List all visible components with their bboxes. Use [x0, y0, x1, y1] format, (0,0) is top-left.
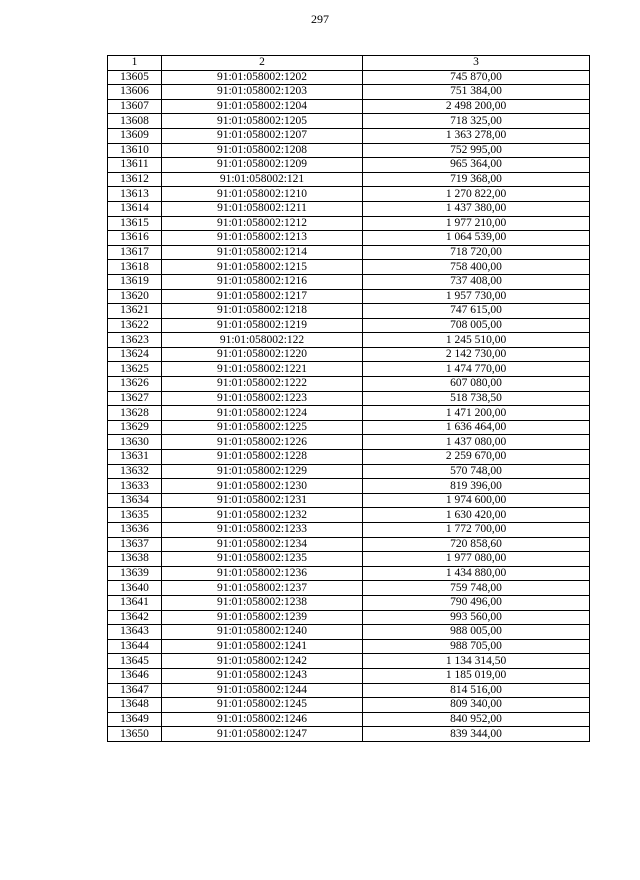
- cadastral-number-cell: 91:01:058002:1245: [162, 698, 363, 713]
- table-row: [108, 625, 590, 640]
- table-row: [108, 435, 590, 450]
- row-number-cell: 13622: [108, 318, 162, 333]
- table-row: [108, 610, 590, 625]
- table-row: [108, 245, 590, 260]
- cadastral-number-cell: 91:01:058002:1218: [162, 304, 363, 319]
- cadastral-number-cell: 91:01:058002:1233: [162, 523, 363, 538]
- table-row: [108, 683, 590, 698]
- table-row: [108, 333, 590, 348]
- table-row: [108, 712, 590, 727]
- cadastral-number-cell: 91:01:058002:1223: [162, 391, 363, 406]
- value-cell: 1 957 730,00: [363, 289, 590, 304]
- table-row: [108, 304, 590, 319]
- cadastral-number-cell: 91:01:058002:1222: [162, 377, 363, 392]
- table-body: [108, 70, 590, 741]
- value-cell: 988 705,00: [363, 639, 590, 654]
- table-row: [108, 420, 590, 435]
- cadastral-number-cell: 91:01:058002:1217: [162, 289, 363, 304]
- value-cell: 1 270 822,00: [363, 187, 590, 202]
- value-cell: 1 363 278,00: [363, 128, 590, 143]
- value-cell: 1 434 880,00: [363, 566, 590, 581]
- value-cell: 1 437 080,00: [363, 435, 590, 450]
- row-number-cell: 13636: [108, 523, 162, 538]
- table-row: [108, 698, 590, 713]
- table-row: [108, 85, 590, 100]
- table-row: [108, 493, 590, 508]
- row-number-cell: 13626: [108, 377, 162, 392]
- value-cell: 1 772 700,00: [363, 523, 590, 538]
- value-cell: 965 364,00: [363, 158, 590, 173]
- value-cell: 708 005,00: [363, 318, 590, 333]
- table-row: [108, 537, 590, 552]
- value-cell: 1 245 510,00: [363, 333, 590, 348]
- value-cell: 737 408,00: [363, 274, 590, 289]
- table-row: [108, 172, 590, 187]
- cadastral-number-cell: 91:01:058002:1212: [162, 216, 363, 231]
- row-number-cell: 13617: [108, 245, 162, 260]
- row-number-cell: 13606: [108, 85, 162, 100]
- row-number-cell: 13640: [108, 581, 162, 596]
- row-number-cell: 13646: [108, 668, 162, 683]
- cadastral-number-cell: 91:01:058002:1210: [162, 187, 363, 202]
- row-number-cell: 13607: [108, 99, 162, 114]
- row-number-cell: 13616: [108, 231, 162, 246]
- table-row: [108, 508, 590, 523]
- table-row: [108, 362, 590, 377]
- value-cell: 819 396,00: [363, 479, 590, 494]
- table-header-row: [108, 56, 590, 71]
- cadastral-number-cell: 91:01:058002:1235: [162, 552, 363, 567]
- cadastral-number-cell: 91:01:058002:1219: [162, 318, 363, 333]
- cadastral-number-cell: 91:01:058002:1228: [162, 450, 363, 465]
- table-row: [108, 158, 590, 173]
- cadastral-number-cell: 91:01:058002:1204: [162, 99, 363, 114]
- cadastral-number-cell: 91:01:058002:122: [162, 333, 363, 348]
- column-header-2: 2: [162, 56, 363, 71]
- value-cell: 840 952,00: [363, 712, 590, 727]
- cadastral-number-cell: 91:01:058002:1230: [162, 479, 363, 494]
- row-number-cell: 13615: [108, 216, 162, 231]
- row-number-cell: 13628: [108, 406, 162, 421]
- cadastral-number-cell: 91:01:058002:1205: [162, 114, 363, 129]
- table-row: [108, 566, 590, 581]
- value-cell: 1 636 464,00: [363, 420, 590, 435]
- row-number-cell: 13638: [108, 552, 162, 567]
- value-cell: 814 516,00: [363, 683, 590, 698]
- table-row: [108, 274, 590, 289]
- registry-table: [107, 55, 590, 742]
- cadastral-number-cell: 91:01:058002:1237: [162, 581, 363, 596]
- table-row: [108, 128, 590, 143]
- cadastral-number-cell: 91:01:058002:1232: [162, 508, 363, 523]
- row-number-cell: 13631: [108, 450, 162, 465]
- value-cell: 1 471 200,00: [363, 406, 590, 421]
- table-row: [108, 464, 590, 479]
- table-row: [108, 260, 590, 275]
- cadastral-number-cell: 91:01:058002:1241: [162, 639, 363, 654]
- cadastral-number-cell: 91:01:058002:1240: [162, 625, 363, 640]
- table-row: [108, 201, 590, 216]
- cadastral-number-cell: 91:01:058002:1247: [162, 727, 363, 742]
- cadastral-number-cell: 91:01:058002:1224: [162, 406, 363, 421]
- column-header-1: 1: [108, 56, 162, 71]
- row-number-cell: 13609: [108, 128, 162, 143]
- table-row: [108, 99, 590, 114]
- row-number-cell: 13611: [108, 158, 162, 173]
- row-number-cell: 13614: [108, 201, 162, 216]
- row-number-cell: 13642: [108, 610, 162, 625]
- value-cell: 1 437 380,00: [363, 201, 590, 216]
- row-number-cell: 13623: [108, 333, 162, 348]
- cadastral-number-cell: 91:01:058002:1203: [162, 85, 363, 100]
- value-cell: 718 325,00: [363, 114, 590, 129]
- cadastral-number-cell: 91:01:058002:1234: [162, 537, 363, 552]
- row-number-cell: 13608: [108, 114, 162, 129]
- value-cell: 518 738,50: [363, 391, 590, 406]
- value-cell: 570 748,00: [363, 464, 590, 479]
- table-row: [108, 668, 590, 683]
- value-cell: 809 340,00: [363, 698, 590, 713]
- row-number-cell: 13629: [108, 420, 162, 435]
- table-row: [108, 581, 590, 596]
- value-cell: 747 615,00: [363, 304, 590, 319]
- value-cell: 1 185 019,00: [363, 668, 590, 683]
- value-cell: 1 974 600,00: [363, 493, 590, 508]
- cadastral-number-cell: 91:01:058002:1242: [162, 654, 363, 669]
- row-number-cell: 13627: [108, 391, 162, 406]
- table-row: [108, 523, 590, 538]
- row-number-cell: 13624: [108, 347, 162, 362]
- table-row: [108, 391, 590, 406]
- cadastral-number-cell: 91:01:058002:1202: [162, 70, 363, 85]
- cadastral-number-cell: 91:01:058002:1213: [162, 231, 363, 246]
- value-cell: 839 344,00: [363, 727, 590, 742]
- table-row: [108, 377, 590, 392]
- row-number-cell: 13647: [108, 683, 162, 698]
- table-row: [108, 114, 590, 129]
- cadastral-number-cell: 91:01:058002:1220: [162, 347, 363, 362]
- row-number-cell: 13620: [108, 289, 162, 304]
- row-number-cell: 13644: [108, 639, 162, 654]
- cadastral-number-cell: 91:01:058002:1221: [162, 362, 363, 377]
- cadastral-number-cell: 91:01:058002:1246: [162, 712, 363, 727]
- table-row: [108, 450, 590, 465]
- cadastral-number-cell: 91:01:058002:1243: [162, 668, 363, 683]
- row-number-cell: 13633: [108, 479, 162, 494]
- value-cell: 2 259 670,00: [363, 450, 590, 465]
- cadastral-number-cell: 91:01:058002:1216: [162, 274, 363, 289]
- value-cell: 720 858,60: [363, 537, 590, 552]
- cadastral-number-cell: 91:01:058002:1208: [162, 143, 363, 158]
- row-number-cell: 13610: [108, 143, 162, 158]
- value-cell: 993 560,00: [363, 610, 590, 625]
- cadastral-number-cell: 91:01:058002:1231: [162, 493, 363, 508]
- table-row: [108, 654, 590, 669]
- table-row: [108, 639, 590, 654]
- value-cell: 1 474 770,00: [363, 362, 590, 377]
- table-row: [108, 479, 590, 494]
- table-row: [108, 143, 590, 158]
- row-number-cell: 13649: [108, 712, 162, 727]
- table-row: [108, 187, 590, 202]
- table-row: [108, 347, 590, 362]
- value-cell: 1 977 080,00: [363, 552, 590, 567]
- table-row: [108, 406, 590, 421]
- table-row: [108, 318, 590, 333]
- table-row: [108, 231, 590, 246]
- row-number-cell: 13605: [108, 70, 162, 85]
- row-number-cell: 13613: [108, 187, 162, 202]
- row-number-cell: 13630: [108, 435, 162, 450]
- cadastral-number-cell: 91:01:058002:1238: [162, 595, 363, 610]
- value-cell: 1 630 420,00: [363, 508, 590, 523]
- value-cell: 988 005,00: [363, 625, 590, 640]
- page-number: 297: [311, 12, 329, 26]
- cadastral-number-cell: 91:01:058002:1209: [162, 158, 363, 173]
- row-number-cell: 13643: [108, 625, 162, 640]
- row-number-cell: 13650: [108, 727, 162, 742]
- value-cell: 751 384,00: [363, 85, 590, 100]
- row-number-cell: 13612: [108, 172, 162, 187]
- cadastral-number-cell: 91:01:058002:1239: [162, 610, 363, 625]
- value-cell: 2 498 200,00: [363, 99, 590, 114]
- row-number-cell: 13632: [108, 464, 162, 479]
- cadastral-number-cell: 91:01:058002:1215: [162, 260, 363, 275]
- row-number-cell: 13645: [108, 654, 162, 669]
- cadastral-number-cell: 91:01:058002:1214: [162, 245, 363, 260]
- cadastral-number-cell: 91:01:058002:1211: [162, 201, 363, 216]
- table-row: [108, 552, 590, 567]
- cadastral-number-cell: 91:01:058002:121: [162, 172, 363, 187]
- value-cell: 790 496,00: [363, 595, 590, 610]
- cadastral-number-cell: 91:01:058002:1207: [162, 128, 363, 143]
- value-cell: 718 720,00: [363, 245, 590, 260]
- table-row: [108, 70, 590, 85]
- table-row: [108, 289, 590, 304]
- row-number-cell: 13641: [108, 595, 162, 610]
- table-row: [108, 727, 590, 742]
- row-number-cell: 13637: [108, 537, 162, 552]
- value-cell: 752 995,00: [363, 143, 590, 158]
- row-number-cell: 13625: [108, 362, 162, 377]
- cadastral-number-cell: 91:01:058002:1244: [162, 683, 363, 698]
- row-number-cell: 13634: [108, 493, 162, 508]
- value-cell: 759 748,00: [363, 581, 590, 596]
- value-cell: 719 368,00: [363, 172, 590, 187]
- row-number-cell: 13618: [108, 260, 162, 275]
- cadastral-number-cell: 91:01:058002:1226: [162, 435, 363, 450]
- value-cell: 607 080,00: [363, 377, 590, 392]
- cadastral-number-cell: 91:01:058002:1229: [162, 464, 363, 479]
- row-number-cell: 13621: [108, 304, 162, 319]
- value-cell: 1 134 314,50: [363, 654, 590, 669]
- table-row: [108, 595, 590, 610]
- value-cell: 2 142 730,00: [363, 347, 590, 362]
- row-number-cell: 13619: [108, 274, 162, 289]
- value-cell: 1 064 539,00: [363, 231, 590, 246]
- row-number-cell: 13639: [108, 566, 162, 581]
- value-cell: 758 400,00: [363, 260, 590, 275]
- value-cell: 745 870,00: [363, 70, 590, 85]
- column-header-3: 3: [363, 56, 590, 71]
- row-number-cell: 13635: [108, 508, 162, 523]
- cadastral-number-cell: 91:01:058002:1225: [162, 420, 363, 435]
- cadastral-number-cell: 91:01:058002:1236: [162, 566, 363, 581]
- row-number-cell: 13648: [108, 698, 162, 713]
- value-cell: 1 977 210,00: [363, 216, 590, 231]
- table-row: [108, 216, 590, 231]
